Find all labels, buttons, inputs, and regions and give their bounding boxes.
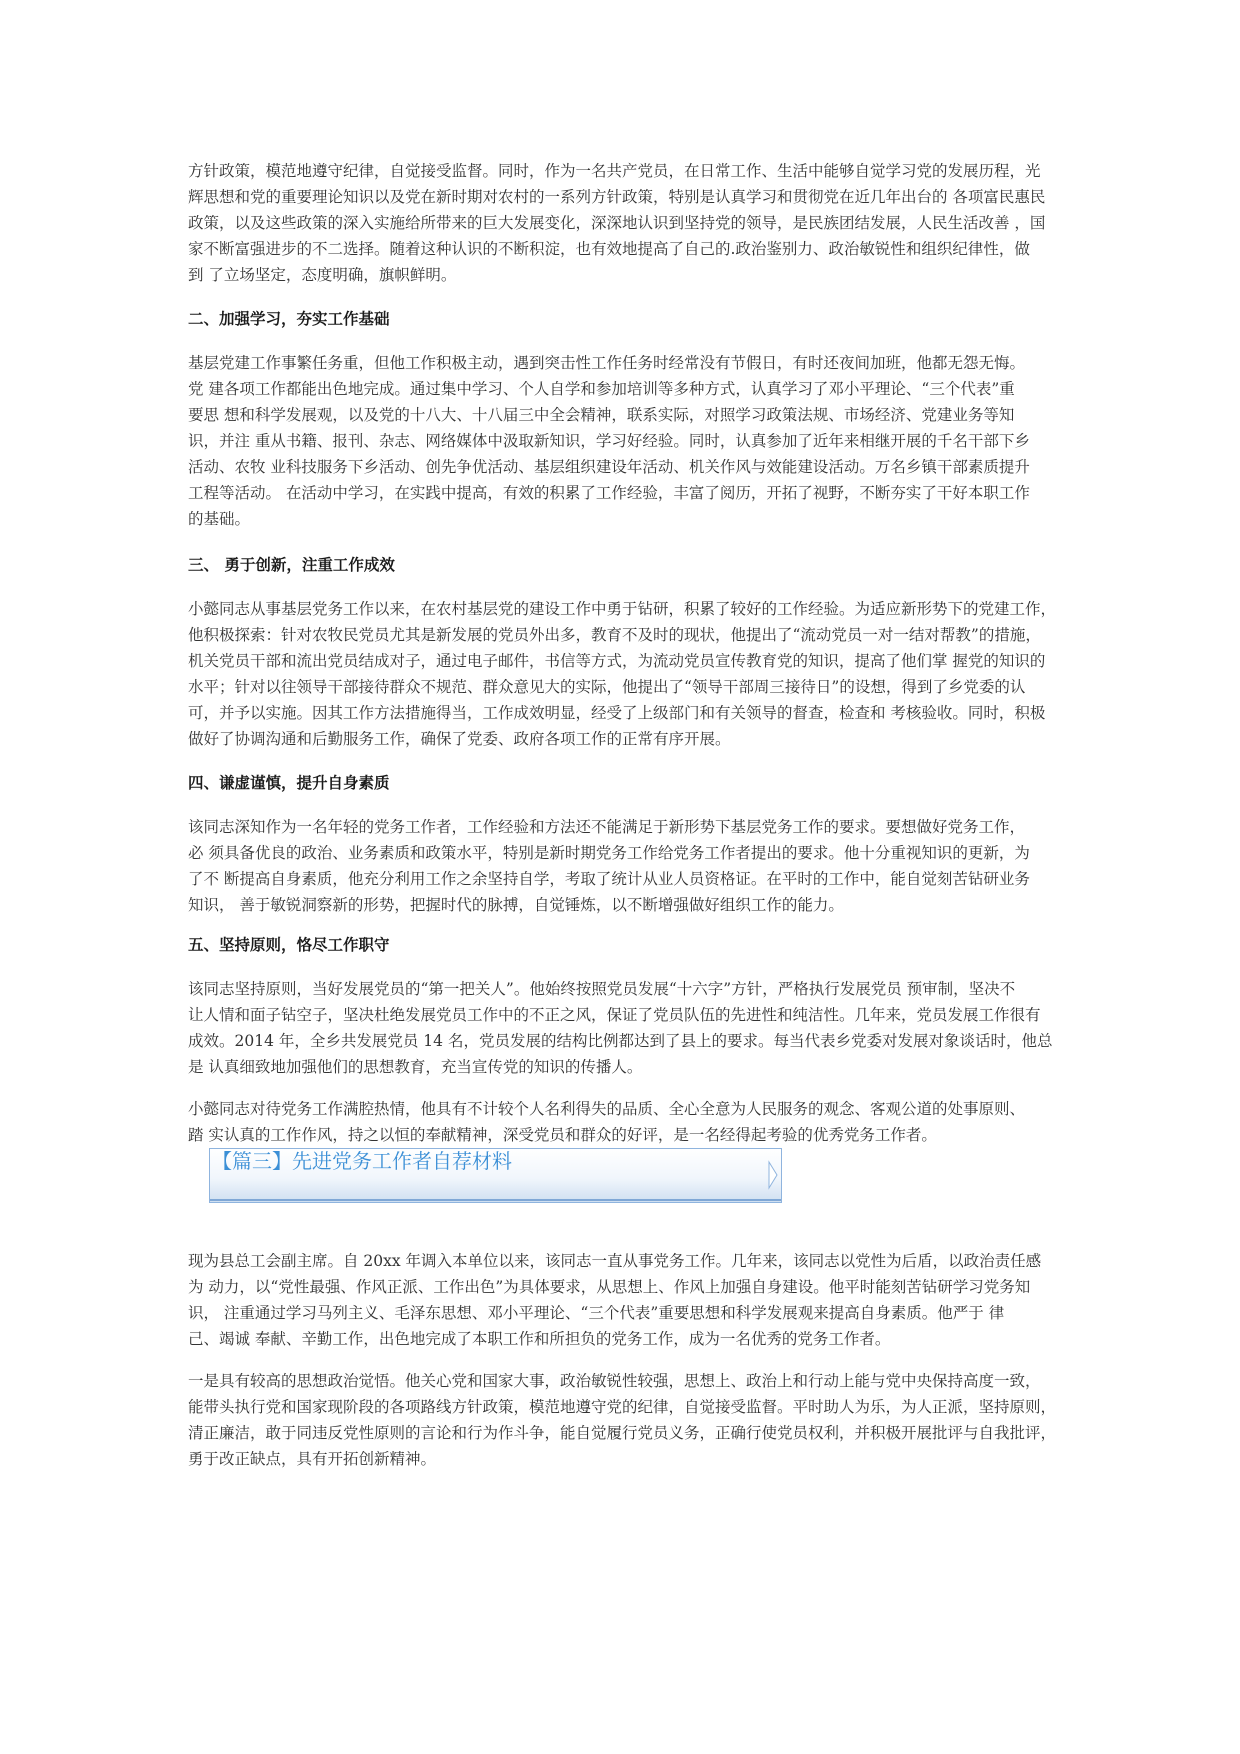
text-line: 识，并注 重从书籍、报刊、杂志、网络媒体中汲取新知识，学习好经验。同时，认真参加了近年来相继开展的千名干部下乡	[188, 432, 1030, 450]
text-line: 党 建各项工作都能出色地完成。通过集中学习、个人自学和参加培训等多种方式，认真学习了邓小平理论、“三个代表”重	[188, 380, 1015, 398]
section-heading-3: 三、 勇于创新，注重工作成效	[188, 556, 395, 574]
text-line: 一是具有较高的思想政治觉悟。他关心党和国家大事，政治敏锐性较强，思想上、政治上和行动上能与党中央保持高度一致，	[188, 1372, 1041, 1390]
text-line: 必 须具备优良的政治、业务素质和政策水平，特别是新时期党务工作给党务工作者提出的要求。他十分重视知识的更新，为	[188, 844, 1030, 862]
paragraph-innovation	[188, 596, 1058, 752]
text-line: 清正廉洁，敢于同违反党性原则的言论和行为作斗争，能自觉履行党员义务，正确行使党员权利，并积极开展批评与自我批评，	[188, 1424, 1057, 1442]
paragraph-profile	[188, 1248, 1058, 1352]
paragraph-modesty	[188, 814, 1058, 918]
text-line: 他积极探索：针对农牧民党员尤其是新发展的党员外出多，教育不及时的现状，他提出了“流动党员一对一结对帮教”的措施，	[188, 626, 1041, 644]
text-line: 勇于改正缺点，具有开拓创新精神。	[188, 1450, 437, 1468]
text-line: 现为县总工会副主席。自 20xx 年调入本单位以来，该同志一直从事党务工作。几年来，该同志以党性为后盾，以政治责任感	[188, 1252, 1042, 1270]
text-line: 让人情和面子钻空子，坚决杜绝发展党员工作中的不正之风，保证了党员队伍的先进性和纯洁性。几年来，党员发展工作很有	[188, 1006, 1041, 1024]
text-line: 该同志坚持原则，当好发展党员的“第一把关人”。他始终按照党员发展“十六字”方针，严格执行发展党员 预审制，坚决不	[188, 980, 1016, 998]
text-line: 辉思想和党的重要理论知识以及党在新时期对农村的一系列方针政策，特别是认真学习和贯彻党在近几年出台的 各项富民惠民	[188, 188, 1046, 206]
text-line: 知识， 善于敏锐洞察新的形势，把握时代的脉搏，自觉锤炼，以不断增强做好组织工作的能力。	[188, 896, 844, 914]
text-line: 到 了立场坚定，态度明确，旗帜鲜明。	[188, 266, 457, 284]
text-line: 该同志深知作为一名年轻的党务工作者，工作经验和方法还不能满足于新形势下基层党务工作的要求。要想做好党务工作，	[188, 818, 1026, 836]
text-line: 可，并予以实施。因其工作方法措施得当，工作成效明显，经受了上级部门和有关领导的督查，检查和 考核验收。同时，积极	[188, 704, 1046, 722]
paragraph-summary	[188, 1096, 1058, 1148]
text-line: 要思 想和科学发展观，以及党的十八大、十八届三中全会精神，联系实际，对照学习政策法规、市场经济、党建业务等知	[188, 406, 1015, 424]
text-line: 踏 实认真的工作作风，持之以恒的奉献精神，深受党员和群众的好评，是一名经得起考验的优秀党务工作者。	[188, 1126, 937, 1144]
text-line: 为 动力，以“党性最强、作风正派、工作出色”为具体要求，从思想上、作风上加强自身建设。他平时能刻苦钻研学习党务知	[188, 1278, 1031, 1296]
text-line: 能带头执行党和国家现阶段的各项路线方针政策，模范地遵守党的纪律，自觉接受监督。平时助人为乐，为人正派，坚持原则，	[188, 1398, 1057, 1416]
text-line: 小懿同志从事基层党务工作以来，在农村基层党的建设工作中勇于钻研，积累了较好的工作经验。为适应新形势下的党建工作，	[188, 600, 1057, 618]
text-line: 基层党建工作事繁任务重，但他工作积极主动，遇到突击性工作任务时经常没有节假日，有时还夜间加班，他都无怨无悔。	[188, 354, 1026, 372]
text-line: 水平；针对以往领导干部接待群众不规范、群众意见大的实际，他提出了“领导干部周三接待日”的设想，得到了乡党委的认	[188, 678, 1026, 696]
paragraph-principle	[188, 976, 1058, 1080]
text-line: 家不断富强进步的不二选择。随着这种认识的不断积淀，也有效地提高了自己的.政治鉴别力、政治敏锐性和组织纪律性，做	[188, 240, 1030, 258]
text-line: 的基础。	[188, 510, 251, 528]
text-line: 是 认真细致地加强他们的思想教育，充当宣传党的知识的传播人。	[188, 1058, 643, 1076]
text-line: 己、竭诚 奉献、辛勤工作，出色地完成了本职工作和所担负的党务工作，成为一名优秀的党务工作者。	[188, 1330, 891, 1348]
text-line: 工程等活动。 在活动中学习，在实践中提高，有效的积累了工作经验，丰富了阅历，开拓了视野，不断夯实了干好本职工作	[188, 484, 1030, 502]
text-line: 活动、农牧 业科技服务下乡活动、创先争优活动、基层组织建设年活动、机关作风与效能建设活动。万名乡镇干部素质提升	[188, 458, 1030, 476]
article-title: 【篇三】先进党务工作者自荐材料	[212, 1149, 512, 1173]
text-line: 了不 断提高自身素质，他充分利用工作之余坚持自学，考取了统计从业人员资格证。在平时的工作中，能自觉刻苦钻研业务	[188, 870, 1030, 888]
paragraph-study	[188, 350, 1058, 532]
section-heading-5: 五、坚持原则，恪尽工作职守	[188, 936, 390, 954]
text-line: 小懿同志对待党务工作满腔热情，他具有不计较个人名利得失的品质、全心全意为人民服务的观念、客观公道的处事原则、	[188, 1100, 1026, 1118]
section-heading-4: 四、谦虚谨慎，提升自身素质	[188, 774, 390, 792]
text-line: 政策，以及这些政策的深入实施给所带来的巨大发展变化，深深地认识到坚持党的领导，是民族团结发展，人民生活改善 ，国	[188, 214, 1046, 232]
article-title-banner	[209, 1148, 782, 1203]
text-line: 做好了协调沟通和后勤服务工作，确保了党委、政府各项工作的正常有序开展。	[188, 730, 731, 748]
text-line: 识， 注重通过学习马列主义、毛泽东思想、邓小平理论、“三个代表”重要思想和科学发展观来提高自身素质。他严于 律	[188, 1304, 1005, 1322]
paragraph-political-awareness	[188, 1368, 1058, 1472]
text-line: 机关党员干部和流出党员结成对子，通过电子邮件，书信等方式，为流动党员宣传教育党的知识，提高了他们掌 握党的知识的	[188, 652, 1046, 670]
text-line: 方针政策，模范地遵守纪律，自觉接受监督。同时，作为一名共产党员，在日常工作、生活中能够自觉学习党的发展历程，光	[188, 162, 1041, 180]
text-line: 成效。2014 年，全乡共发展党员 14 名，党员发展的结构比例都达到了县上的要求。每当代表乡党委对发展对象谈话时，他总	[188, 1032, 1053, 1050]
paragraph-intro-continued	[188, 158, 1058, 288]
section-heading-2: 二、加强学习，夯实工作基础	[188, 310, 390, 328]
